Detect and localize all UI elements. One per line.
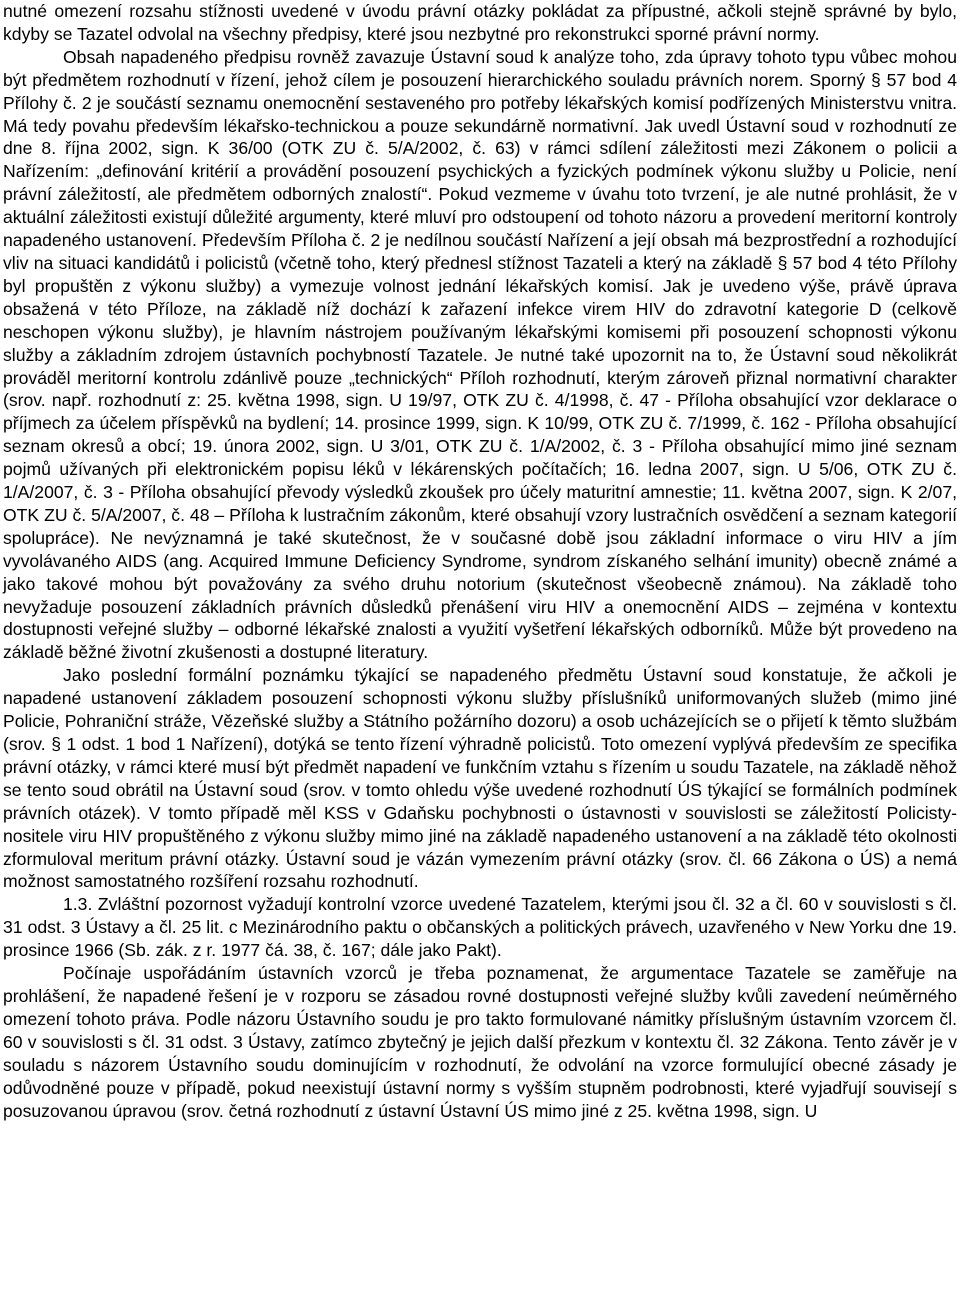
paragraph-5: Počínaje uspořádáním ústavních vzorců je třeba poznamenat, že argumentace Tazatele se zaměřuje na prohlášení, že napadené řešení je v rozporu se zásadou rovné dostupnosti veřejné služby kvůli zavedení neúměrného omezení tohoto práva. Podle názoru Ústavního soudu je pro takto formulované námitky příslušným ústavním vzorcem čl. 60 v souvislosti s čl. 31 odst. 3 Ústavy, zatímco zbytečný je jejich další přezkum v kontextu čl. 32 Zákona. Tento závěr je v souladu s názorem Ústavního soudu dominujícím v rozhodnutí, že odvolání na vzorce formulující obecné zásady je odůvodněné pouze v případě, pokud neexistují ústavní normy s vyšším stupněm podrobnosti, které vyjadřují souvisejí s posuzovanou úpravou (srov. četná rozhodnutí z ústavní Ústavní ÚS mimo jiné z 25. května 1998, sign. U xyxy=(3,963,957,1121)
paragraph-2: Obsah napadeného předpisu rovněž zavazuje Ústavní soud k analýze toho, zda úpravy tohoto typu vůbec mohou být předmětem rozhodnutí v řízení, jehož cílem je posouzení hierarchického souladu právních norem. Sporný § 57 bod 4 Přílohy č. 2 je součástí seznamu onemocnění sestaveného pro potřeby lékařských komisí podřízených Ministerstvu vnitra. Má tedy povahu především lékařsko-technickou a pouze sekundárně normativní. Jak uvedl Ústavní soud v rozhodnutí ze dne 8. října 2002, sign. K 36/00 (OTK ZU č. 5/A/2002, č. 63) v rámci sdílení záležitosti mezi Zákonem o policii a Nařízením: „definování kritérií a provádění posouzení psychických a fyzických podmínek výkonu služby u Policie, není právní záležitostí, ale předmětem odborných znalostí“. Pokud vezmeme v úvahu toto tvrzení, je ale nutné prohlásit, že v aktuální záležitosti existují důležité argumenty, které mluví pro odstoupení od tohoto názoru a provedení meritorní kontroly napadeného ustanovení. Především Příloha č. 2 je nedílnou součástí Nařízení a její obsah má bezprostřední a rozhodující vliv na situaci kandidátů i policistů (včetně toho, který přednesl stížnost Tazateli a který na základě § 57 bod 4 této Přílohy byl propuštěn z výkonu služby) a vymezuje volnost jednání lékařských komisí. Jak je uvedeno výše, právě úprava obsažená v této Příloze, na základě níž dochází k zařazení infekce virem HIV do zdravotní kategorie D (celkově neschopen výkonu služby), je hlavním nástrojem používaným lékařskými komisemi při posouzení schopnosti výkonu služby a základním zdrojem ústavních pochybností Tazatele. Je nutné také upozornit na to, že Ústavní soud několikrát prováděl meritorní kontrolu zdánlivě pouze „technických“ Příloh rozhodnutí, kterým zároveň přiznal normativní charakter (srov. např. rozhodnutí z: 25. května 1998, sign. U 19/97, OTK ZU č. 4/1998, č. 47 - Příloha obsahující vzor deklarace o příjmech za účelem příspěvků na bydlení; 14. prosince 1999, sign. K 10/99, OTK ZU č. 7/1999, č. 162 - Příloha obsahující seznam okresů a obcí; 19. února 2002, sign. U 3/01, OTK ZU č. 1/A/2002, č. 3 - Příloha obsahující mimo jiné seznam pojmů užívaných při elektronickém popisu léků v lékárenských počítačích; 16. ledna 2007, sign. U 5/06, OTK ZU č. 1/A/2007, č. 3 - Příloha obsahující převody výsledků zkoušek pro účely maturitní amnestie; 11. května 2007, sign. K 2/07, OTK ZU č. 5/A/2007, č. 48 – Příloha k lustračním zákonům, které obsahují vzory lustračních osvědčení a seznam kategorií spolupráce). Ne nevýznamná je také skutečnost, že v současné době jsou základní informace o viru HIV a jím vyvolávaného AIDS (ang. Acquired Immune Deficiency Syndrome, syndrom získaného selhání imunity) obecně známé a jako takové mohou být považovány za svého druhu notorium (skutečnost všeobecně známou). Na základě toho nevyžaduje posouzení základních právních důsledků přenášení viru HIV a onemocnění AIDS – zejména v kontextu dostupnosti veřejné služby – odborné lékařské znalosti a využití vyšetření lékařských odborníků. Může být provedeno na základě běžné životní zkušenosti a dostupné literatury. xyxy=(3,46,957,663)
paragraph-3: Jako poslední formální poznámku týkající se napadeného předmětu Ústavní soud konstatuje, že ačkoli je napadené ustanovení základem posouzení schopnosti výkonu služby příslušníků uniformovaných služeb (mimo jiné Policie, Pohraniční stráže, Vězeňské služby a Státního požárního dozoru) a osob ucházejících se o přijetí k těmto službám (srov. § 1 odst. 1 bod 1 Nařízení), dotýká se tento řízení výhradně policistů. Toto omezení vyplývá především ze specifika právní otázky, v rámci které musí být předmět napadení ve funkčním vztahu s řízením u soudu Tazatele, na základě něhož se tento soud obrátil na Ústavní soud (srov. v tomto ohledu výše uvedené rozhodnutí ÚS týkající se formálních podmínek právních otázek). V tomto případě měl KSS v Gdaňsku pochybnosti o ústavnosti v souvislosti se záležitostí Policisty-nositele viru HIV propuštěného z výkonu služby mimo jiné na základě napadeného ustanovení a na základě této okolnosti zformuloval meritum právní otázky. Ústavní soud je vázán vymezením právní otázky (srov. čl. 66 Zákona o ÚS) a nemá možnost samostatného rozšíření rozsahu rozhodnutí. xyxy=(3,665,957,892)
paragraph-4: 1.3. Zvláštní pozornost vyžadují kontrolní vzorce uvedené Tazatelem, kterými jsou čl. 32 a čl. 60 v souvislosti s čl. 31 odst. 3 Ústavy a čl. 25 lit. c Mezinárodního paktu o občanských a politických právech, uzavřeného v New Yorku dne 19. prosince 1966 (Sb. zák. z r. 1977 čá. 38, č. 167; dále jako Pakt). xyxy=(3,894,957,961)
paragraph-1: nutné omezení rozsahu stížnosti uvedené v úvodu právní otázky pokládat za přípustné, ačkoli stejně správné by bylo, kdyby se Tazatel odvolal na všechny předpisy, které jsou nezbytné pro rekonstrukci sporné právní normy. xyxy=(3,1,957,44)
document-body xyxy=(3,0,957,1122)
